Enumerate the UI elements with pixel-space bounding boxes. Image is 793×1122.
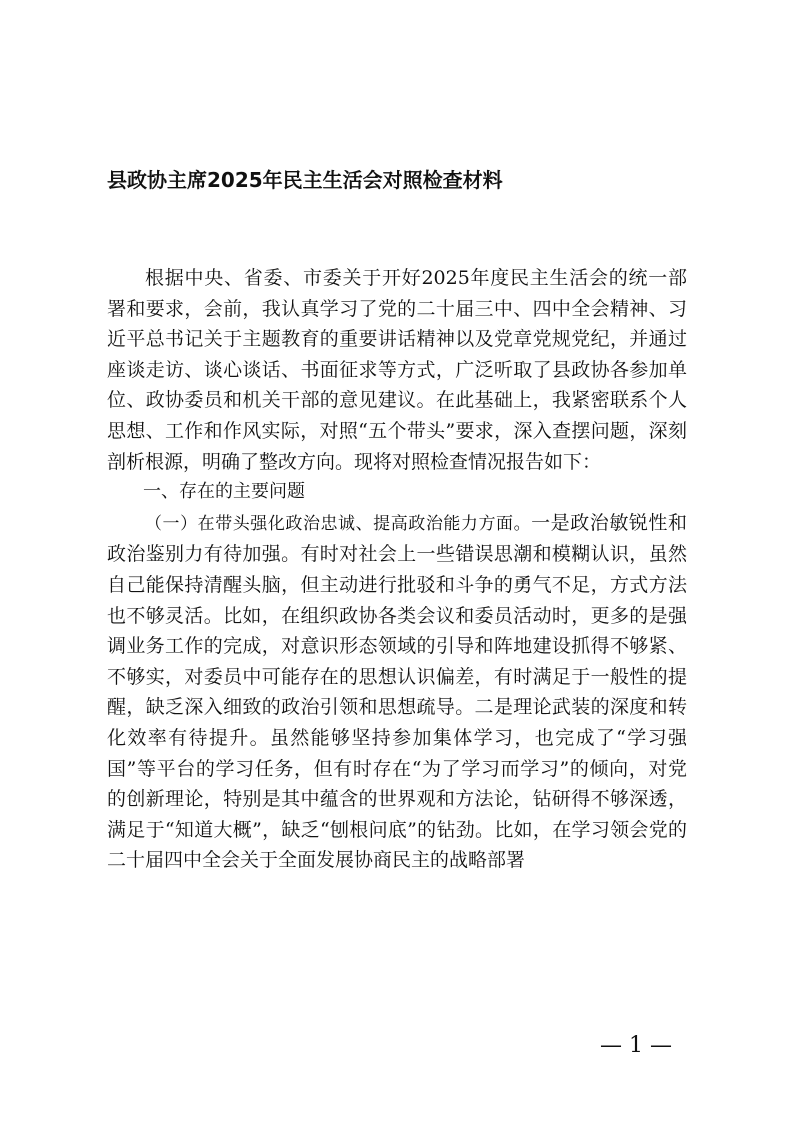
document-title: 县政协主席2025年民主生活会对照检查材料 [107,168,503,192]
intro-paragraph: 根据中央、省委、市委关于开好2025年度民主生活会的统一部署和要求，会前，我认真学习了党的二十届三中、四中全会精神、习近平总书记关于主题教育的重要讲话精神以及党章党规党纪，并通过座谈走访、谈心谈话、书面征求等方式，广泛听取了县政协各参加单位、政协委员和机关干部的意见建议。在此基础上，我紧密联系个人思想、工作和作风实际，对照“五个带头”要求，深入查摆问题，深刻剖析根源，明确了整改方向。现将对照检查情况报告如下： [107,267,687,473]
section-heading: 一、存在的主要问题 [143,481,305,503]
subsection-paragraph [107,508,687,876]
subsection-text: 一是政治敏锐性和政治鉴别力有待加强。有时对社会上一些错误思潮和模糊认识，虽然自己能保持清醒头脑，但主动进行批驳和斗争的勇气不足，方式方法也不够灵活。比如，在组织政协各类会议和委员活动时，更多的是强调业务工作的完成，对意识形态领域的引导和阵地建设抓得不够紧、不够实，对委员中可能存在的思想认识偏差，有时满足于一般性的提醒，缺乏深入细致的政治引领和思想疏导。二是理论武装的深度和转化效率有待提升。虽然能够坚持参加集体学习，也完成了“学习强国”等平台的学习任务，但有时存在“为了学习而学习”的倾向，对党的创新理论，特别是其中蕴含的世界观和方法论，钻研得不够深透，满足于“知道大概”，缺乏“刨根问底”的钻劲。比如，在学习领会党的二十届四中全会关于全面发展协商民主的战略部署 [107,511,687,872]
page-number: — 1 — [600,1033,672,1058]
subsection-heading: （一）在带头强化政治忠诚、提高政治能力方面。 [145,513,532,534]
document-body [107,263,687,876]
